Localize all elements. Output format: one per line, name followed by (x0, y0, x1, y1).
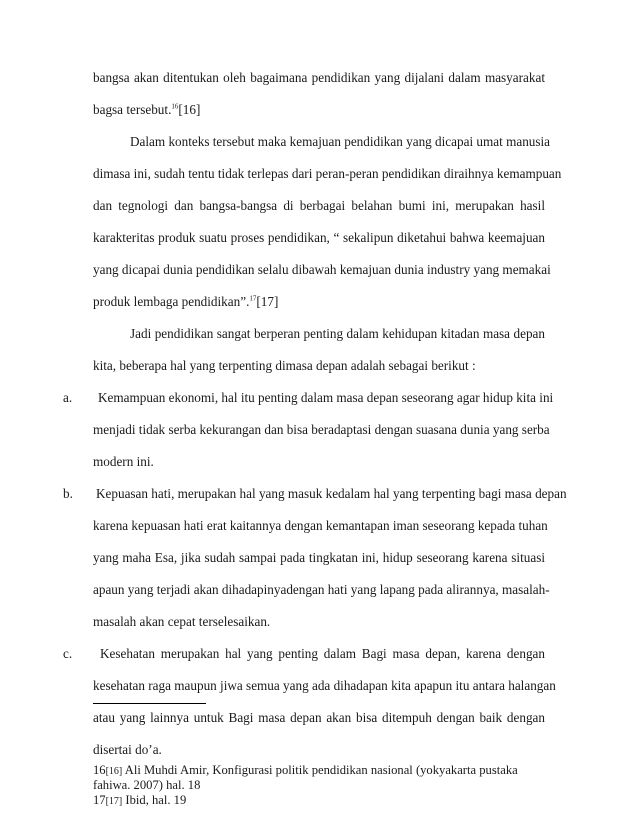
list-marker: a. (63, 390, 73, 405)
paragraph-line: bangsa akan ditentukan oleh bagaimana pendidikan yang dijalani dalam masyarakat (93, 70, 545, 85)
footnote-text: Ibid, hal. 19 (122, 793, 187, 807)
paragraph-line: dimasa ini, sudah tentu tidak terlepas dari peran-peran pendidikan diraihnya kemampuan (93, 166, 562, 181)
footnote-text: Ali Muhdi Amir, Konfigurasi politik pendidikan nasional (yokyakarta pustaka (122, 763, 518, 777)
paragraph-line (93, 102, 545, 118)
footnote-number: 16 (93, 763, 106, 777)
reference-tag: [16] (178, 102, 201, 117)
paragraph-line: karakteritas produk suatu proses pendidikan, “ sekalipun diketahui bahwa keemajuan (93, 230, 545, 245)
list-line: kesehatan raga maupun jiwa semua yang ada dihadapan kita apapun itu antara halangan (93, 678, 556, 693)
paragraph-line (93, 294, 545, 310)
paragraph-line: dan tegnologi dan bangsa-bangsa di berbagai belahan bumi ini, merupakan hasil (93, 198, 545, 213)
paragraph-line: kita, beberapa hal yang terpenting dimasa depan adalah sebagai berikut : (93, 358, 476, 373)
paragraph-line: Jadi pendidikan sangat berperan penting dalam kehidupan kitadan masa depan (130, 326, 545, 341)
footnote-marker: 17 (249, 294, 257, 303)
list-line: Kesehatan merupakan hal yang penting dalam Bagi masa depan, karena dengan (100, 646, 545, 661)
line-text: bagsa tersebut. (93, 102, 172, 117)
footnote-ref: [16] (105, 766, 123, 777)
footnote-marker: 16 (171, 102, 179, 111)
list-line: Kepuasan hati, merupakan hal yang masuk kedalam hal yang terpenting bagi masa depan (96, 486, 567, 501)
list-marker: b. (63, 486, 73, 501)
list-line: menjadi tidak serba kekurangan dan bisa beradaptasi dengan suasana dunia yang serba (93, 422, 550, 437)
list-line: apaun yang terjadi akan dihadapinyadengan hati yang lapang pada alirannya, masalah- (93, 582, 550, 597)
footnote-17 (93, 793, 186, 809)
list-line: masalah akan cepat terselesaikan. (93, 614, 271, 629)
reference-tag: [17] (256, 294, 279, 309)
footnote-16-continued: fahiwa. 2007) hal. 18 (93, 778, 201, 792)
list-line: Kemampuan ekonomi, hal itu penting dalam masa depan seseorang agar hidup kita ini (98, 390, 554, 405)
line-text: produk lembaga pendidikan”. (93, 294, 250, 309)
footnote-number: 17 (93, 793, 106, 807)
list-line: karena kepuasan hati erat kaitannya dengan kemantapan iman seseorang kepada tuhan (93, 518, 548, 533)
list-marker: c. (63, 646, 73, 661)
paragraph-line: Dalam konteks tersebut maka kemajuan pendidikan yang dicapai umat manusia (130, 134, 551, 149)
footnote-16 (93, 763, 518, 779)
footnote-ref: [17] (105, 796, 123, 807)
list-line: atau yang lainnya untuk Bagi masa depan akan bisa ditempuh dengan baik dengan (93, 710, 545, 725)
list-line: yang maha Esa, jika sudah sampai pada tingkatan ini, hidup seseorang karena situasi (93, 550, 545, 565)
paragraph-line: yang dicapai dunia pendidikan selalu dibawah kemajuan dunia industry yang memakai (93, 262, 551, 277)
footnote-separator (93, 703, 206, 704)
list-line: modern ini. (93, 454, 154, 469)
list-line: disertai do’a. (93, 742, 162, 757)
